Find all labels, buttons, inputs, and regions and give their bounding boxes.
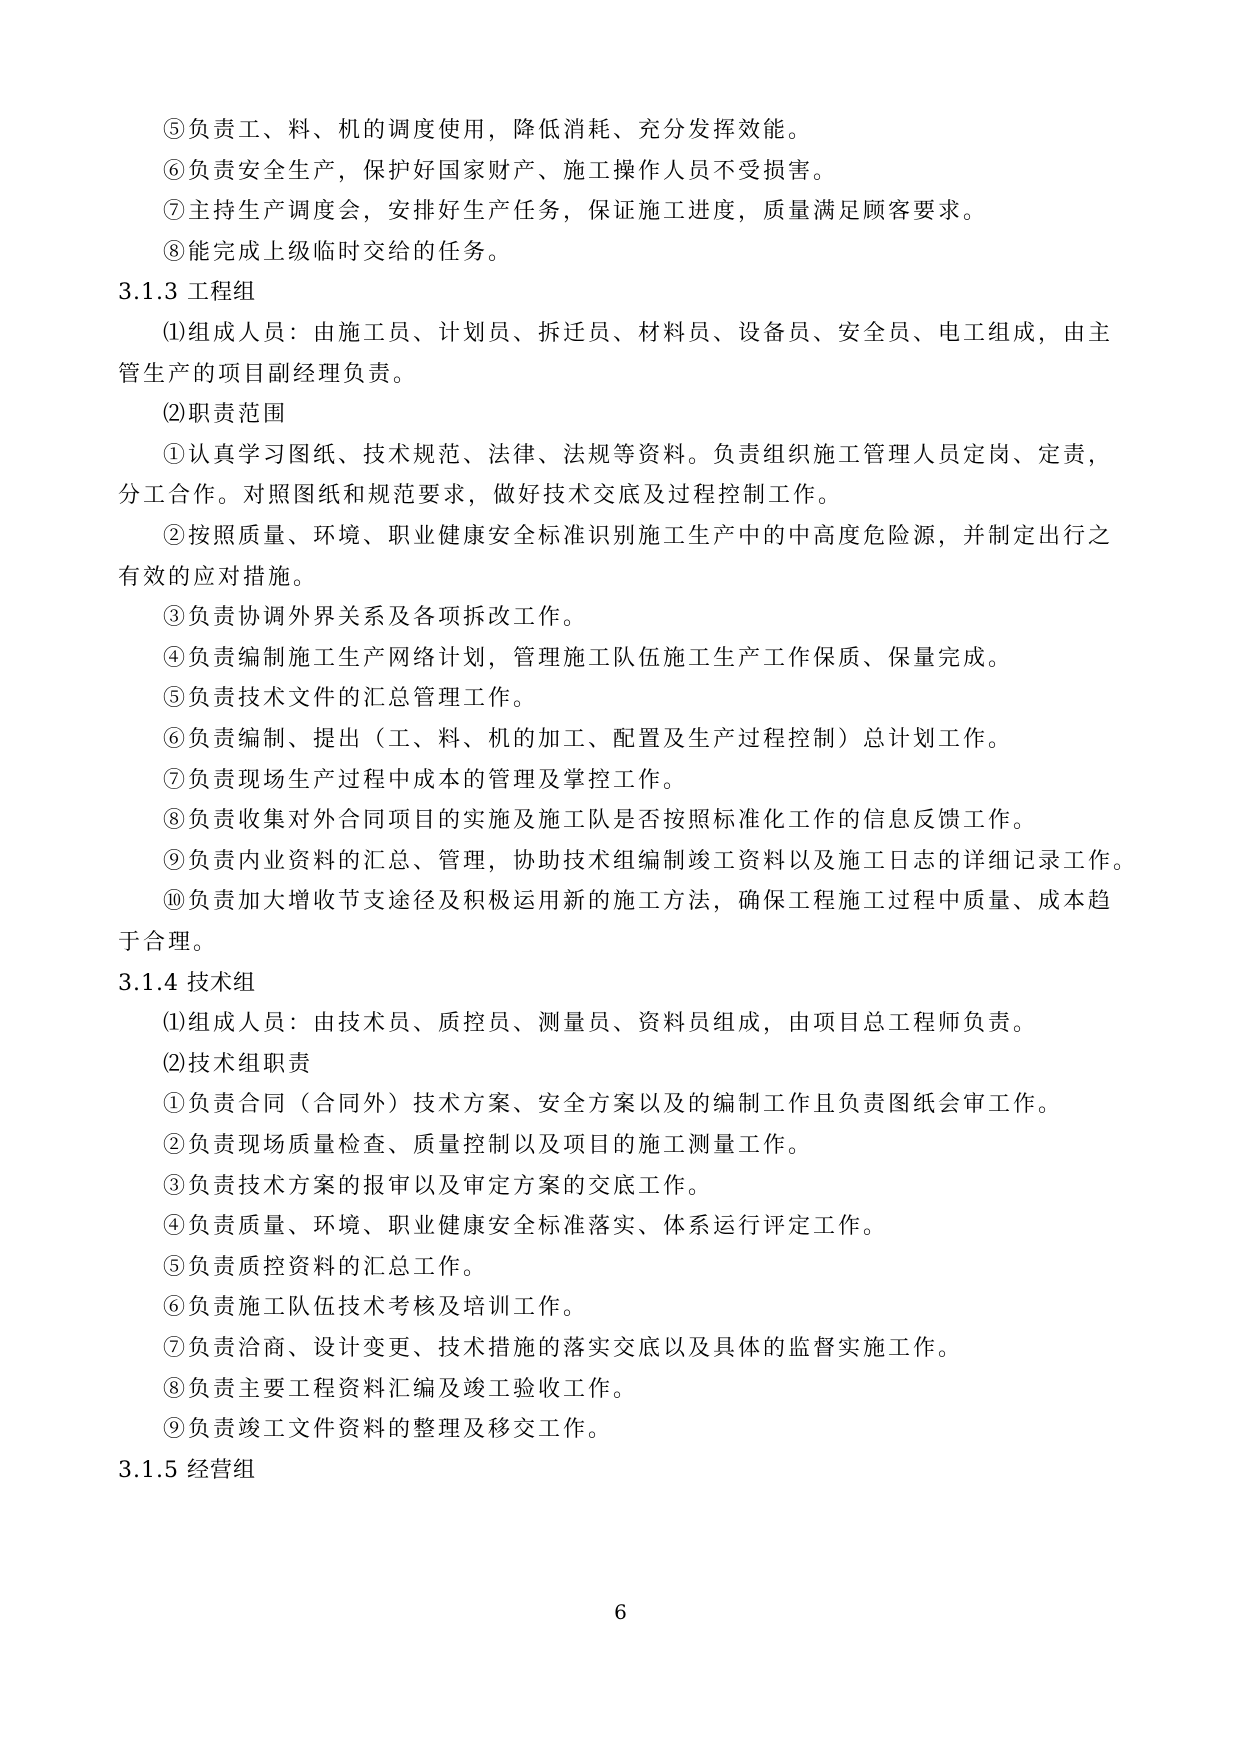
text-line: ⑨负责内业资料的汇总、管理，协助技术组编制竣工资料以及施工日志的详细记录工作。 <box>163 849 1139 874</box>
text-line: ⑦主持生产调度会，安排好生产任务，保证施工进度，质量满足顾客要求。 <box>163 199 989 224</box>
text-line: ②负责现场质量检查、质量控制以及项目的施工测量工作。 <box>163 1133 814 1158</box>
text-line: ⑦负责洽商、设计变更、技术措施的落实交底以及具体的监督实施工作。 <box>163 1336 964 1361</box>
text-line: ③负责技术方案的报审以及审定方案的交底工作。 <box>163 1174 714 1199</box>
text-line: ④负责质量、环境、职业健康安全标准落实、体系运行评定工作。 <box>163 1214 889 1239</box>
text-line: ⑩负责加大增收节支途径及积极运用新的施工方法，确保工程施工过程中质量、成本趋 <box>163 889 1114 914</box>
section-heading: 3.1.3 工程组 <box>118 280 256 305</box>
text-line: ⑥负责施工队伍技术考核及培训工作。 <box>163 1295 589 1320</box>
text-line: ⑤负责技术文件的汇总管理工作。 <box>163 686 539 711</box>
text-line: ⑵技术组职责 <box>163 1052 314 1077</box>
text-line: ①负责合同（合同外）技术方案、安全方案以及的编制工作且负责图纸会审工作。 <box>163 1092 1064 1117</box>
text-line: ⑨负责竣工文件资料的整理及移交工作。 <box>163 1417 614 1442</box>
text-line: ⑴组成人员：由技术员、质控员、测量员、资料员组成，由项目总工程师负责。 <box>163 1011 1039 1036</box>
text-line: ⑧负责主要工程资料汇编及竣工验收工作。 <box>163 1377 639 1402</box>
text-line: ⑤负责工、料、机的调度使用，降低消耗、充分发挥效能。 <box>163 118 814 143</box>
text-line: 于合理。 <box>118 930 219 955</box>
text-line: ③负责协调外界关系及各项拆改工作。 <box>163 605 589 630</box>
text-line: 有效的应对措施。 <box>118 565 319 590</box>
text-line: ⑤负责质控资料的汇总工作。 <box>163 1255 489 1280</box>
text-line: ⑧能完成上级临时交给的任务。 <box>163 240 514 265</box>
text-line: 分工合作。对照图纸和规范要求，做好技术交底及过程控制工作。 <box>118 483 844 508</box>
text-line: ⑵职责范围 <box>163 402 289 427</box>
text-line: ②按照质量、环境、职业健康安全标准识别施工生产中的中高度危险源，并制定出行之 <box>163 524 1114 549</box>
text-line: ⑥负责安全生产，保护好国家财产、施工操作人员不受损害。 <box>163 159 839 184</box>
section-heading: 3.1.5 经营组 <box>118 1458 256 1483</box>
text-line: ⑧负责收集对外合同项目的实施及施工队是否按照标准化工作的信息反馈工作。 <box>163 808 1039 833</box>
text-line: ⑥负责编制、提出（工、料、机的加工、配置及生产过程控制）总计划工作。 <box>163 727 1014 752</box>
text-line: ①认真学习图纸、技术规范、法律、法规等资料。负责组织施工管理人员定岗、定责， <box>163 443 1114 468</box>
text-line: ⑦负责现场生产过程中成本的管理及掌控工作。 <box>163 768 689 793</box>
page-number: 6 <box>614 1600 627 1624</box>
section-heading: 3.1.4 技术组 <box>118 971 256 996</box>
text-line: ⑴组成人员：由施工员、计划员、拆迁员、材料员、设备员、安全员、电工组成，由主 <box>163 321 1114 346</box>
text-line: ④负责编制施工生产网络计划，管理施工队伍施工生产工作保质、保量完成。 <box>163 646 1014 671</box>
text-line: 管生产的项目副经理负责。 <box>118 362 419 387</box>
